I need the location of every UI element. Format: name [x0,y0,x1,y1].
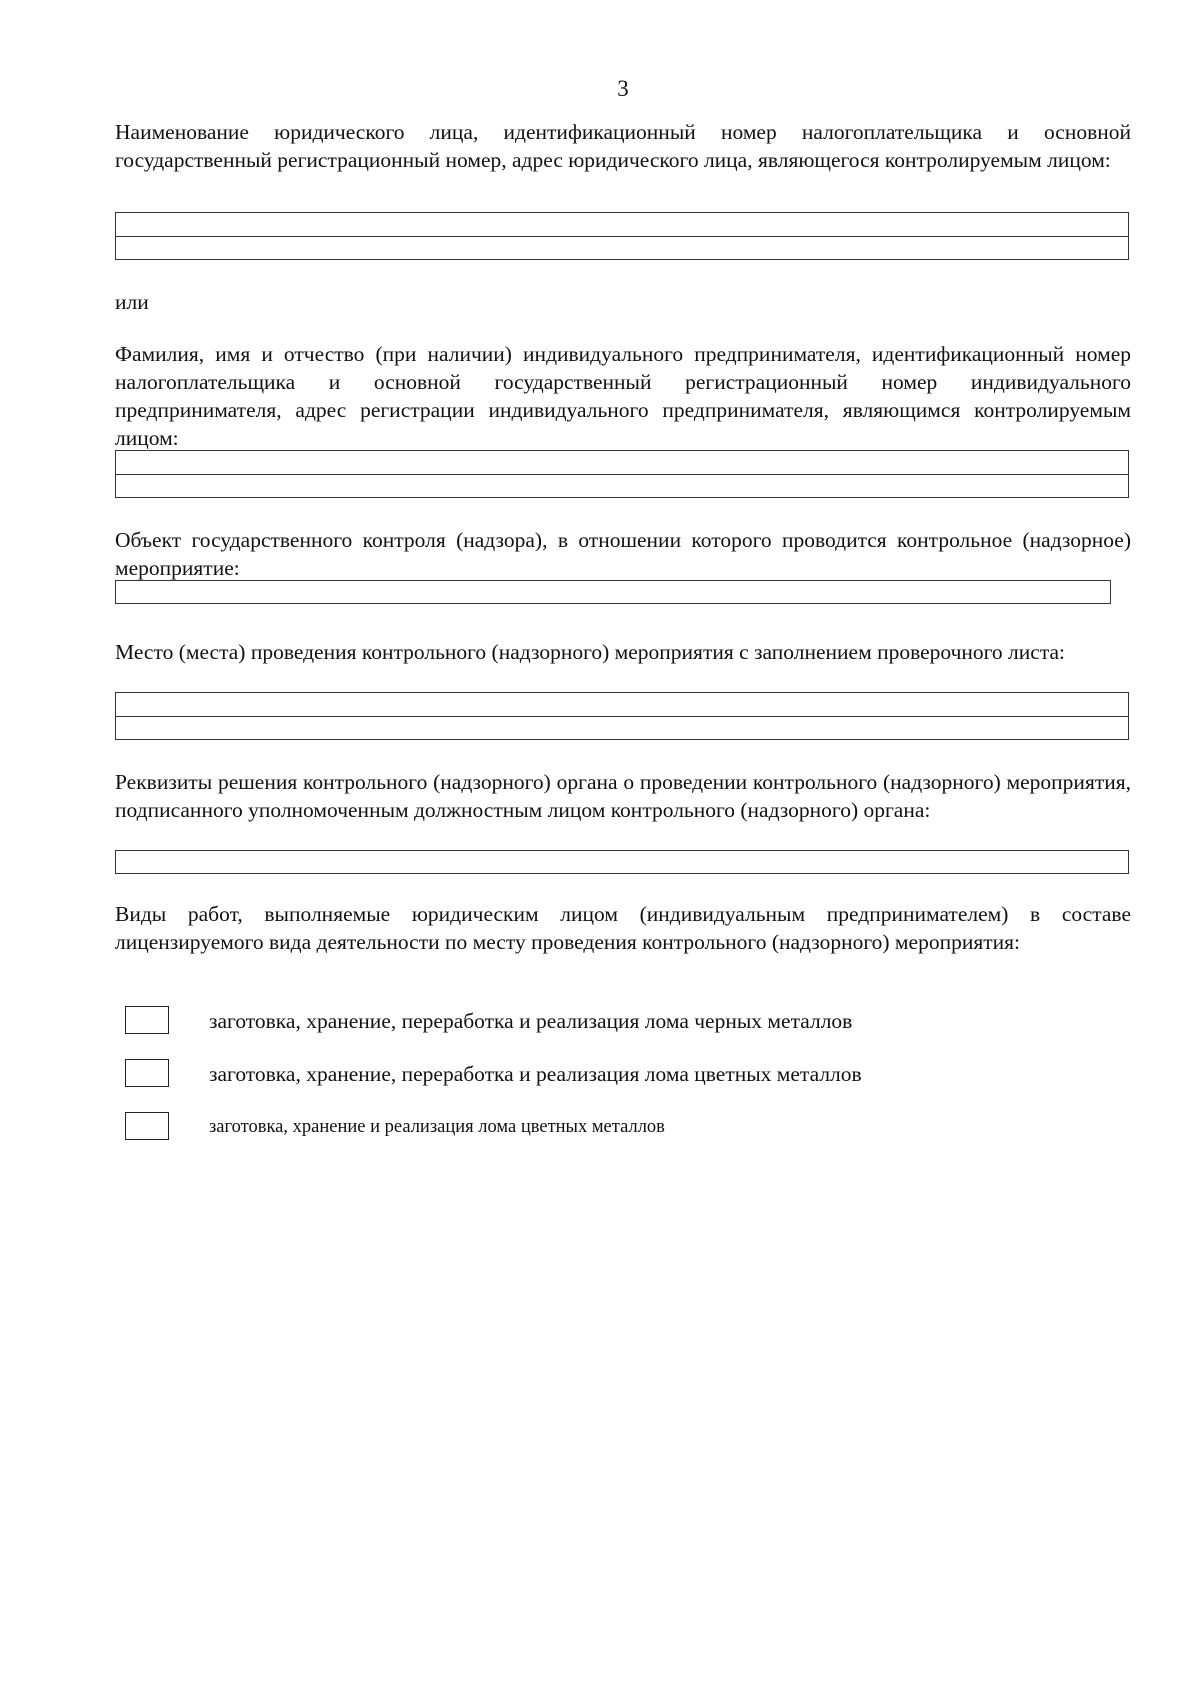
legal-entity-label: Наименование юридического лица, идентификационный номер налогоплательщика и основной государственный регистрационный номер, адрес юридического лица, являющегося контролируемым лицом: [115,120,1131,172]
object-field-1[interactable] [115,580,1111,604]
works-option-3-label: заготовка, хранение и реализация лома цветных металлов [209,1117,665,1137]
works-option-1-label: заготовка, хранение, переработка и реализация лома черных металлов [209,1009,853,1033]
works-option-2-checkbox[interactable] [125,1059,169,1087]
works-option-1-checkbox[interactable] [125,1006,169,1034]
object-label: Объект государственного контроля (надзора), в отношении которого проводится контрольное (надзорное) мероприятие: [115,528,1131,580]
works-option-2-label: заготовка, хранение, переработка и реализация лома цветных металлов [209,1062,862,1086]
place-field-2[interactable] [115,716,1129,740]
entrepreneur-field-2[interactable] [115,474,1129,498]
or-text: или [115,290,149,314]
works-label: Виды работ, выполняемые юридическим лицом (индивидуальным предпринимателем) в составе лицензируемого вида деятельности по месту проведения контрольного (надзорного) мероприятия: [115,902,1131,954]
page-number: 3 [617,76,629,101]
decision-label: Реквизиты решения контрольного (надзорного) органа о проведении контрольного (надзорного) мероприятия, подписанного уполномоченным должностным лицом контрольного (надзорного) органа: [115,770,1131,822]
works-option-3-checkbox[interactable] [125,1112,169,1140]
place-field-1[interactable] [115,692,1129,716]
place-label: Место (места) проведения контрольного (надзорного) мероприятия с заполнением проверочного листа: [115,640,1066,664]
legal-entity-field-1[interactable] [115,212,1129,236]
decision-field-1[interactable] [115,850,1129,874]
entrepreneur-label: Фамилия, имя и отчество (при наличии) индивидуального предпринимателя, идентификационный номер налогоплательщика и основной государственный регистрационный номер индивидуального предпринимателя, адрес регистрации индивидуального предпринимателя, являющимся контролируемым лицом: [115,342,1131,450]
legal-entity-field-2[interactable] [115,236,1129,260]
entrepreneur-field-1[interactable] [115,450,1129,474]
